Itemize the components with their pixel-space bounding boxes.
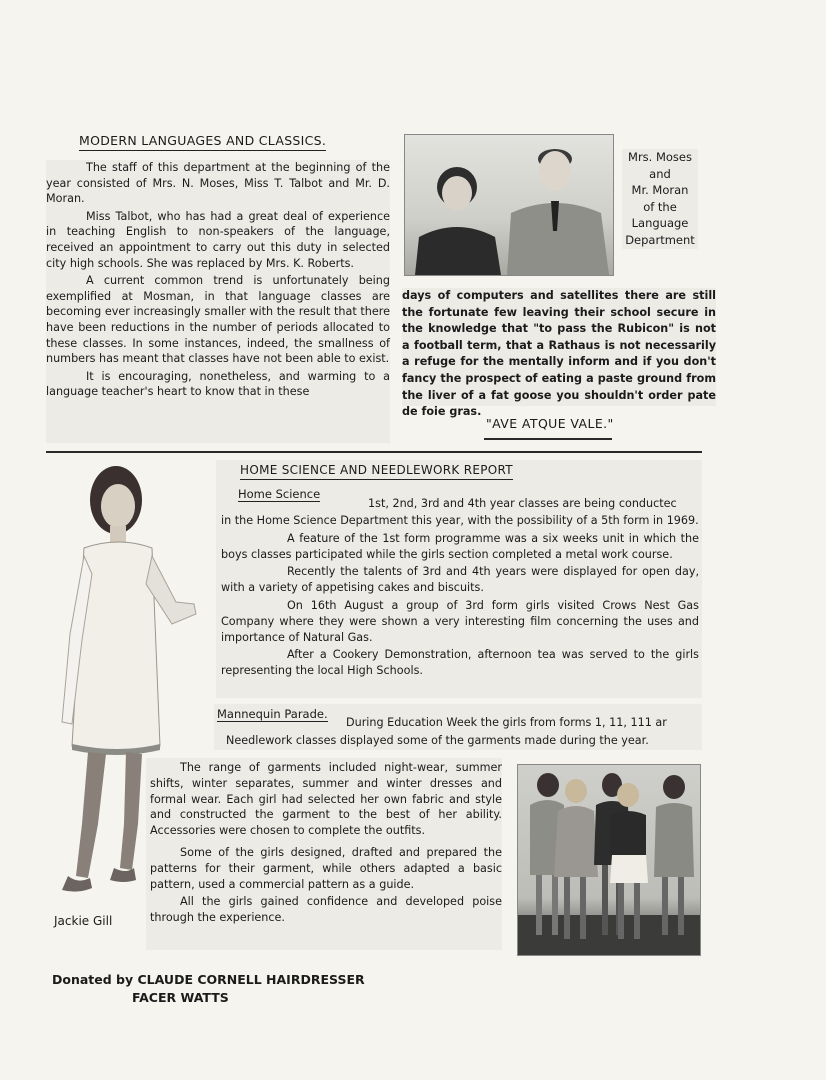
home-science-paragraph-first-form: A feature of the 1st form programme was a six weeks unit in which the boys classes participated while the girls section completed a metal work course. [221, 531, 699, 561]
languages-paragraph-talbot: Miss Talbot, who has had a great deal of experience in teaching English to non-speakers of the language, received an appointment to carry out this duty in selected city high schools. She was replaced by Mrs. K. Roberts. [46, 209, 390, 270]
donation-line-2: FACER WATTS [132, 990, 229, 1005]
languages-paragraph-trend: A current common trend is unfortunately being exemplified at Mosman, in that language classes are becoming ever increasingly smaller with the result that there have been reductions in the number of periods allocated to these classes. In some instances, indeed, the smallness of numbers has meant that classes have not been able to exist. [46, 274, 390, 366]
home-science-body [221, 513, 699, 679]
garments-block [146, 758, 502, 950]
garments-paragraph-patterns: Some of the girls designed, drafted and prepared the patterns for their garment, while others adapted a basic pattern, used a commercial pattern as a guide. [150, 845, 502, 891]
languages-paragraph-staff: The staff of this department at the beginning of the year consisted of Mrs. N. Moses, Miss T. Talbot and Mr. D. Moran. [46, 161, 390, 206]
teachers-photo [404, 134, 614, 276]
home-science-first-line: 1st, 2nd, 3rd and 4th year classes are being conductec [368, 497, 677, 510]
caption-line: of the [643, 199, 677, 214]
home-science-paragraph-open-day: Recently the talents of 3rd and 4th years were displayed for open day, with a variety of appetising cakes and biscuits. [221, 565, 699, 595]
donation-line-1: Donated by CLAUDE CORNELL HAIRDRESSER [52, 972, 365, 987]
languages-closing: "AVE ATQUE VALE." [486, 416, 614, 431]
caption-line: Mr. Moran [631, 183, 689, 197]
mannequin-line-1: During Education Week the girls from forms 1, 11, 111 ar [346, 716, 667, 729]
mannequin-subheading: Mannequin Parade. [217, 707, 328, 721]
languages-paragraph-encouraging: It is encouraging, nonetheless, and warming to a language teacher's heart to know that in these [46, 369, 390, 399]
languages-paragraph-computers: days of computers and satellites there are still the fortunate few leaving their school secure in the knowledge that "to pass the Rubicon" is not a football term, that a Rathaus is not necessarily a refuge for the mentally inform and if you don't fancy the prospect of eating a paste ground from the liver of a fat goose you shouldn't order pate de foie gras. [402, 289, 716, 419]
home-science-heading: HOME SCIENCE AND NEEDLEWORK REPORT [240, 463, 513, 480]
mannequin-line-2: Needlework classes displayed some of the garments made during the year. [226, 734, 649, 747]
languages-right-column [402, 288, 716, 419]
teachers-photo-caption [622, 149, 698, 249]
home-science-subheading: Home Science [238, 487, 321, 501]
caption-line: Mrs. Moses [628, 150, 692, 164]
teachers-photo-figures [405, 135, 613, 275]
garments-paragraph-range: The range of garments included night-wear, summer shifts, winter separates, summer and winter dresses and formal wear. Each girl had selected her own fabric and style and constructed the garment to the best of her ability. Accessories were chosen to complete the outfits. [150, 761, 502, 838]
home-science-paragraph-gas-company: On 16th August a group of 3rd form girls visited Crows Nest Gas Company where they were shown a very interesting film concerning the uses and importance of Natural Gas. [221, 598, 699, 644]
section-divider [46, 451, 702, 453]
group-photo-figures [518, 765, 700, 955]
caption-line: Department [625, 232, 695, 247]
model-caption: Jackie Gill [54, 914, 113, 928]
home-science-paragraph-cookery: After a Cookery Demonstration, afternoon tea was served to the girls representing the local High Schools. [221, 648, 699, 678]
closing-underline [484, 438, 612, 440]
group-photo [517, 764, 701, 956]
caption-line: Language [631, 216, 689, 230]
caption-line: and [649, 166, 671, 181]
garments-paragraph-confidence: All the girls gained confidence and developed poise through the experience. [150, 895, 502, 925]
languages-left-column [46, 160, 390, 443]
languages-heading: MODERN LANGUAGES AND CLASSICS. [79, 133, 326, 151]
home-science-paragraph-department: in the Home Science Department this year, with the possibility of a 5th form in 1969. [221, 514, 699, 527]
